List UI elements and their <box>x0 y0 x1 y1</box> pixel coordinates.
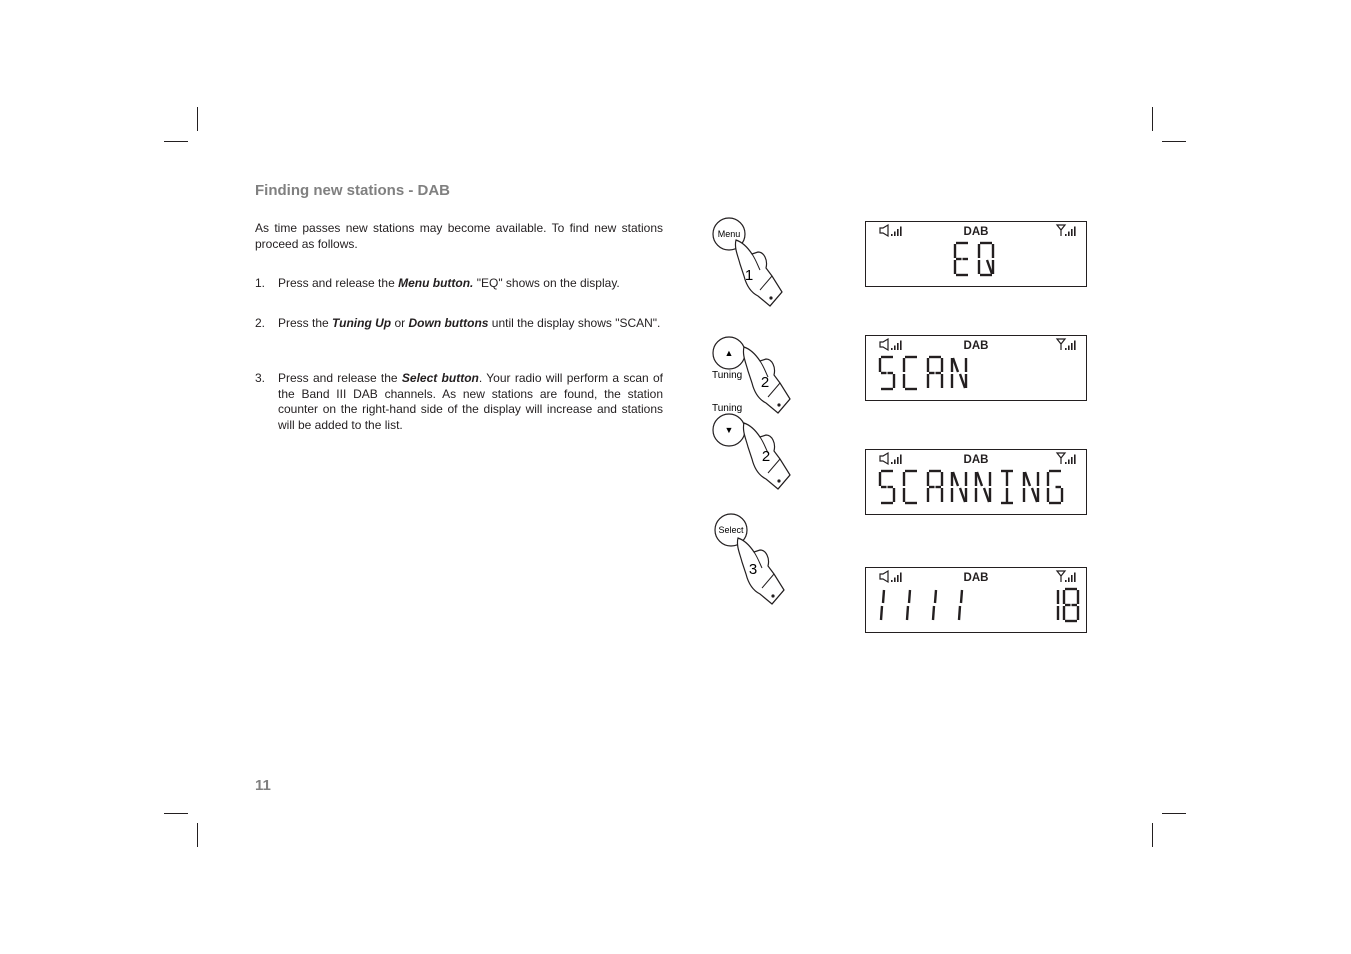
step-emphasis: Select button <box>401 371 479 385</box>
lcd-display-eq <box>865 221 1087 287</box>
step-3 <box>255 371 663 433</box>
lcd-glyph <box>880 357 894 389</box>
step-number: 2. <box>255 316 266 330</box>
step-callout-2: 2 <box>760 374 770 391</box>
dab-indicator: DAB <box>963 454 989 466</box>
step-callout-1: 1 <box>744 267 754 284</box>
step-text: or <box>391 316 409 330</box>
up-arrow-icon: ▲ <box>724 348 734 358</box>
pointing-hand-icon <box>737 538 784 604</box>
crop-mark <box>1162 141 1186 142</box>
lcd-glyph <box>1048 471 1062 503</box>
crop-mark <box>197 823 198 847</box>
step-number: 1. <box>255 276 266 290</box>
lcd-glyph <box>1001 471 1013 503</box>
crop-mark <box>164 813 188 814</box>
lcd-glyph <box>976 472 990 502</box>
lcd-display-counter <box>865 567 1087 633</box>
button-press-illustration <box>700 210 810 620</box>
lcd-segment-text <box>866 450 1086 514</box>
step-number: 3. <box>255 371 266 385</box>
lcd-segment-text <box>866 336 1086 400</box>
dab-indicator: DAB <box>963 226 989 238</box>
step-text: "EQ" shows on the display. <box>473 276 620 290</box>
lcd-glyph <box>1024 472 1038 502</box>
lcd-glyph <box>979 243 993 275</box>
down-arrow-icon: ▼ <box>724 425 734 435</box>
scan-progress-bar <box>907 590 910 620</box>
lcd-glyph <box>880 471 894 503</box>
select-button-label: Select <box>718 525 744 535</box>
lcd-glyph <box>904 471 917 503</box>
scan-progress-bar <box>881 590 884 620</box>
scan-progress-bar <box>959 590 962 620</box>
step-emphasis: Tuning Up <box>332 316 392 330</box>
lcd-glyph <box>952 358 966 388</box>
step-emphasis: Menu button. <box>398 276 474 290</box>
step-text: Press the <box>278 316 333 330</box>
crop-mark <box>1152 823 1153 847</box>
pointing-hand-icon <box>735 240 782 306</box>
tuning-label: Tuning <box>712 370 743 381</box>
lcd-segment-text <box>866 568 1086 632</box>
lcd-glyph <box>952 472 966 502</box>
page-title: Finding new stations - DAB <box>255 182 450 199</box>
crop-mark <box>197 107 198 131</box>
lcd-segment-text <box>866 222 1086 286</box>
step-callout-2: 2 <box>761 448 771 465</box>
scan-progress-bar <box>933 590 936 620</box>
step-emphasis: Down buttons <box>408 316 489 330</box>
page-number: 11 <box>255 777 271 794</box>
step-text: Press and release the <box>278 276 399 290</box>
lcd-glyph <box>955 243 968 275</box>
menu-button-label: Menu <box>717 229 741 239</box>
lcd-display-scan <box>865 335 1087 401</box>
crop-mark <box>164 141 188 142</box>
step-text: . Your radio will perform a scan of the Band III DAB channels. As new stations are found, the station counter on the right-hand side of the display will increase and stations will be added to the list. <box>278 371 663 432</box>
step-1 <box>255 276 663 292</box>
step-text: Press and release the <box>278 371 402 385</box>
crop-mark <box>1162 813 1186 814</box>
step-callout-3: 3 <box>748 561 758 578</box>
lcd-glyph <box>1064 589 1078 621</box>
step-2 <box>255 316 663 332</box>
crop-mark <box>1152 107 1153 131</box>
dab-indicator: DAB <box>963 572 989 584</box>
lcd-glyph <box>928 357 942 388</box>
lcd-display-scanning <box>865 449 1087 515</box>
step-text: until the display shows "SCAN". <box>488 316 661 330</box>
intro-paragraph: As time passes new stations may become available. To find new stations proceed as follows. <box>255 221 663 251</box>
tuning-label: Tuning <box>712 403 743 414</box>
dab-indicator: DAB <box>963 340 989 352</box>
lcd-glyph <box>928 471 942 502</box>
lcd-glyph <box>904 357 917 389</box>
